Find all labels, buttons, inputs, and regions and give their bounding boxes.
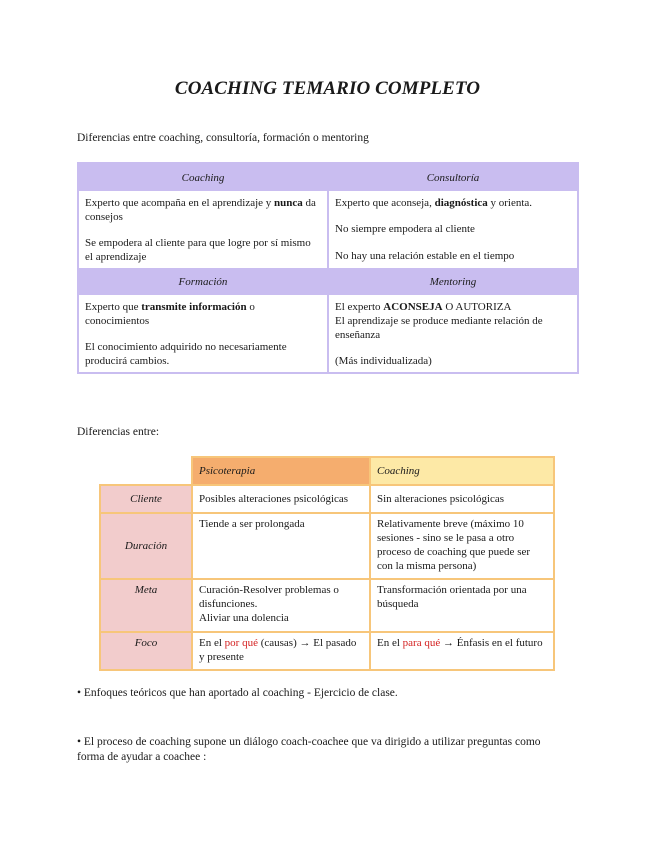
intro-differences-between: Diferencias entre:: [77, 426, 160, 438]
cell-foco-coaching: [370, 632, 554, 670]
comparison-table-psicoterapia-coaching: [99, 456, 555, 671]
emphasis-nunca: nunca: [274, 197, 303, 209]
mentoring-text-2: El aprendizaje se produce mediante relación de enseñanza: [335, 315, 543, 341]
row-label-duracion: Duración: [100, 513, 192, 579]
row-cliente: [100, 485, 554, 513]
formacion-text-2: El conocimiento adquirido no necesariamente producirá cambios.: [85, 341, 287, 367]
cell-meta-psicoterapia: [192, 579, 370, 632]
header-psicoterapia: Psicoterapia: [192, 457, 370, 485]
text-span: Experto que: [85, 301, 142, 313]
highlight-por-que: por qué: [224, 637, 258, 649]
text-span: Experto que acompaña en el aprendizaje y: [85, 197, 275, 209]
text-span: El experto: [335, 301, 384, 313]
text-span: Experto que aconseja,: [335, 197, 435, 209]
cell-consultoria: [328, 191, 578, 268]
table1-body-row-1: [78, 191, 578, 268]
table2-header-row: [100, 457, 554, 485]
cell-meta-coaching: Transformación orientada por una búsqueda: [370, 579, 554, 632]
table1-header-row-1: [78, 163, 578, 191]
cell-coaching: [78, 191, 328, 268]
text-span: da consejos: [85, 197, 316, 223]
text-span: o conocimientos: [85, 301, 255, 327]
row-meta: [100, 579, 554, 632]
text-span: En el: [199, 637, 225, 649]
cell-formacion: [78, 295, 328, 373]
highlight-para-que: para qué: [402, 637, 441, 649]
mentoring-text-1: [335, 300, 571, 314]
consultoria-text-1: [335, 196, 571, 210]
cell-duracion-psicoterapia: Tiende a ser prolongada: [192, 513, 370, 579]
cell-duracion-coaching: Relativamente breve (máximo 10 sesiones - sino se le pasa a otro proceso de coaching que puede ser con la misma persona): [370, 513, 554, 579]
text-span: y orienta.: [487, 197, 533, 209]
row-label-meta: Meta: [100, 579, 192, 632]
text-span: → Énfasis en el futuro: [440, 637, 543, 649]
table1-header-row-2: [78, 268, 578, 295]
cell-cliente-coaching: Sin alteraciones psicológicas: [370, 485, 554, 513]
cell-mentoring: [328, 295, 578, 373]
text-span: En el: [377, 637, 403, 649]
row-label-cliente: Cliente: [100, 485, 192, 513]
header-coaching-col: Coaching: [370, 457, 554, 485]
text-span: (causas) → El pasado y presente: [199, 637, 357, 663]
header-mentoring: Mentoring: [328, 268, 578, 295]
comparison-table-coaching-consultoria: [77, 162, 579, 374]
intro-differences-four: Diferencias entre coaching, consultoría, formación o mentoring: [77, 132, 369, 144]
document-title: COACHING TEMARIO COMPLETO: [174, 78, 481, 99]
cell-foco-psicoterapia: [192, 632, 370, 670]
coaching-text-2: Se empodera al cliente para que logre por sí mismo el aprendizaje: [85, 237, 311, 263]
meta-psi-line-2: Aliviar una dolencia: [199, 612, 289, 624]
header-formacion: Formación: [78, 268, 328, 295]
header-consultoria: Consultoría: [328, 163, 578, 191]
text-span: O AUTORIZA: [442, 301, 512, 313]
consultoria-text-3: No hay una relación estable en el tiempo: [335, 250, 515, 262]
formacion-text-1: [85, 300, 321, 328]
emphasis-transmite-informacion: transmite información: [141, 301, 247, 313]
consultoria-text-2: No siempre empodera al cliente: [335, 223, 475, 235]
row-foco: [100, 632, 554, 670]
mentoring-text-3: (Más individualizada): [335, 355, 432, 367]
coaching-text-1: [85, 196, 321, 224]
row-duracion: [100, 513, 554, 579]
header-coaching: Coaching: [78, 163, 328, 191]
cell-cliente-psicoterapia: Posibles alteraciones psicológicas: [192, 485, 370, 513]
emphasis-aconseja: ACONSEJA: [383, 301, 443, 313]
emphasis-diagnostica: diagnóstica: [434, 197, 488, 209]
bullet-enfoques: • Enfoques teóricos que han aportado al coaching - Ejercicio de clase.: [77, 687, 398, 699]
table2-corner: [100, 457, 192, 485]
row-label-foco: Foco: [100, 632, 192, 670]
meta-psi-line-1: Curación-Resolver problemas o disfunciones.: [199, 584, 339, 610]
bullet-proceso-coaching: • El proceso de coaching supone un diálogo coach-coachee que va dirigido a utilizar preguntas como forma de ayudar a coachee :: [77, 736, 541, 763]
table1-body-row-2: [78, 295, 578, 373]
